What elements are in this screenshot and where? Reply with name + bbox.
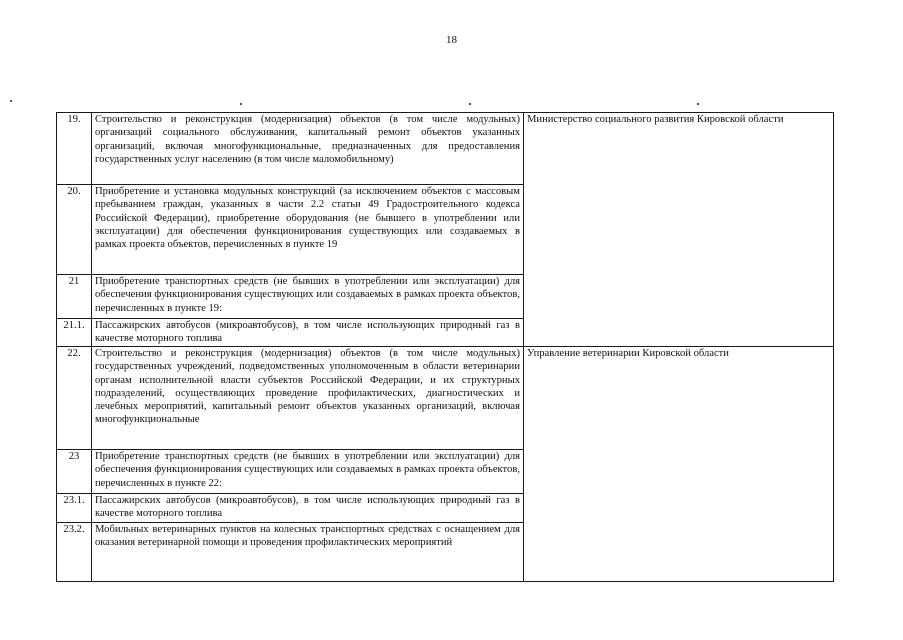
table-row xyxy=(57,347,834,450)
page-number: 18 xyxy=(446,34,457,46)
responsible-agency: Управление ветеринарии Кировской области xyxy=(527,348,729,359)
row-description: Приобретение транспортных средств (не бывших в употреблении или эксплуатации) для обеспечения функционирования существующих или создаваемых в рамках проекта объектов, перечисленных в пункте 22: xyxy=(92,450,524,494)
row-description: Приобретение транспортных средств (не бывших в употреблении или эксплуатации) для обеспечения функционирования существующих или создаваемых в рамках проекта объектов, перечисленных в пункте 19: xyxy=(92,275,524,319)
row-number: 23.1. xyxy=(57,494,92,523)
row-number: 20. xyxy=(57,185,92,275)
scan-speck xyxy=(697,103,699,105)
row-description: Строительство и реконструкция (модернизация) объектов (в том числе модульных) организаций социального обслуживания, капитальный ремонт объектов указанных организаций, включая многофункциональные, предназначенных для предоставления государственных услуг населению (в том числе маломобильному) xyxy=(92,113,524,185)
scan-speck xyxy=(10,100,12,102)
table-row xyxy=(57,113,834,185)
row-number: 23.2. xyxy=(57,523,92,582)
responsible-agency-cell xyxy=(524,113,834,347)
row-description: Пассажирских автобусов (микроавтобусов), в том числе использующих природный газ в качестве моторного топлива xyxy=(92,494,524,523)
row-number: 21.1. xyxy=(57,319,92,347)
row-description: Приобретение и установка модульных конструкций (за исключением объектов с массовым пребыванием граждан, указанных в части 2.2 статьи 49 Градостроительного кодекса Российской Федерации), приобретение оборудования (не бывшего в употреблении или эксплуатации) для обеспечения функционирования существующих или создаваемых в рамках проекта объектов, перечисленных в пункте 19 xyxy=(92,185,524,275)
document-table xyxy=(56,112,834,582)
scan-speck xyxy=(469,103,471,105)
row-number: 23 xyxy=(57,450,92,494)
row-description: Пассажирских автобусов (микроавтобусов), в том числе использующих природный газ в качестве моторного топлива xyxy=(92,319,524,347)
responsible-agency-cell xyxy=(524,347,834,582)
responsible-agency: Министерство социального развития Кировской области xyxy=(527,114,784,125)
row-description: Мобильных ветеринарных пунктов на колесных транспортных средствах с оснащением для оказания ветеринарной помощи и проведения профилактических мероприятий xyxy=(92,523,524,582)
row-number: 22. xyxy=(57,347,92,450)
row-number: 19. xyxy=(57,113,92,185)
scan-speck xyxy=(240,103,242,105)
row-description: Строительство и реконструкция (модернизация) объектов (в том числе модульных) государственных учреждений, подведомственных уполномоченным в области ветеринарии органам исполнительной власти субъектов Российской Федерации, и их структурных подразделений, осуществляющих проведение профилактических, диагностических и лечебных мероприятий, капитальный ремонт объектов указанных организаций, включая многофункциональные xyxy=(92,347,524,450)
row-number: 21 xyxy=(57,275,92,319)
